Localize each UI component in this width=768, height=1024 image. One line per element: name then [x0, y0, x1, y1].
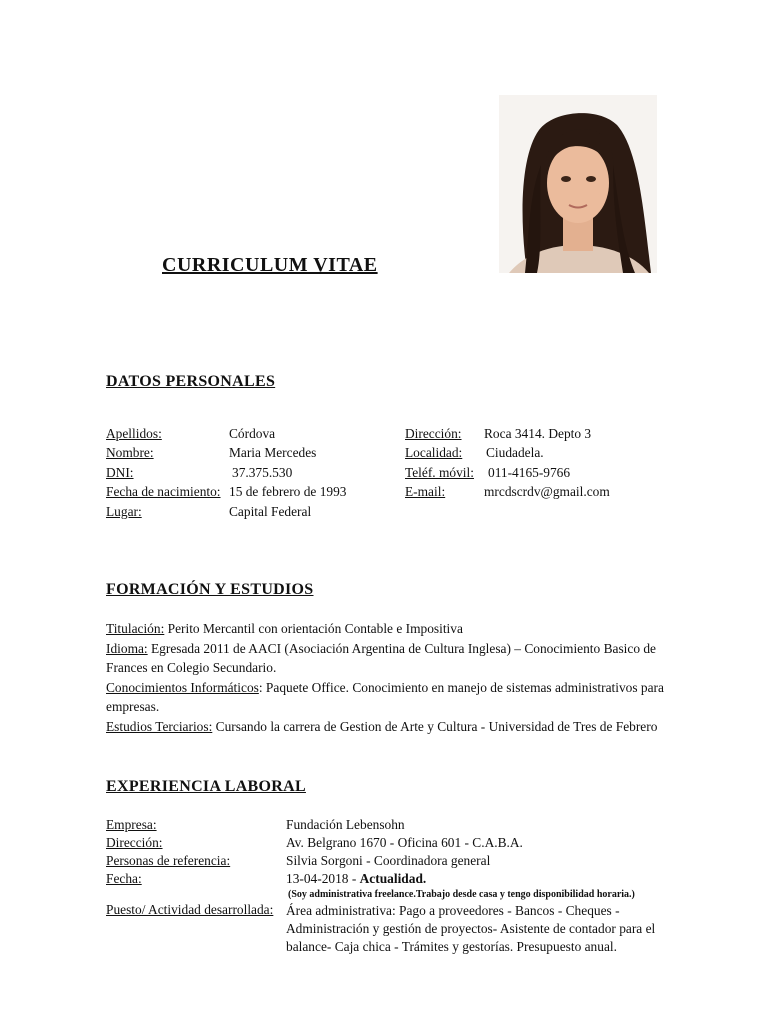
field-value: Córdova — [229, 426, 276, 441]
section-heading-personal: DATOS PERSONALES — [106, 373, 276, 390]
field-label: Teléf. móvil: — [405, 465, 474, 480]
education-item — [106, 639, 666, 678]
section-heading-education: FORMACIÓN Y ESTUDIOS — [106, 581, 314, 598]
date-range: 13-04-2018 - — [286, 871, 360, 886]
field-label: Dirección: — [405, 426, 462, 441]
education-item — [106, 619, 666, 639]
field-label: Nombre: — [106, 445, 154, 460]
field-label: Fecha de nacimiento: — [106, 484, 221, 499]
page-title: CURRICULUM VITAE — [162, 254, 378, 276]
portrait-illustration — [499, 95, 657, 273]
field-value: Roca 3414. Depto 3 — [484, 426, 592, 441]
job-description: Área administrativa: Pago a proveedores - Bancos - Cheques - Administración y gestión de proyectos- Asistente de contador para el balance- Caja chica - Trámites y gestorías. Presupuesto anual. — [286, 903, 656, 954]
field-label: Personas de referencia: — [106, 853, 231, 868]
education-item — [106, 678, 666, 717]
education-label: Conocimientos Informáticos — [106, 679, 259, 695]
field-value: Capital Federal — [229, 504, 312, 519]
field-label: Empresa: — [106, 817, 157, 832]
field-label: Localidad: — [405, 445, 463, 460]
field-value — [286, 871, 426, 887]
profile-photo — [499, 95, 657, 273]
field-label: Dirección: — [106, 835, 163, 850]
date-current: Actualidad. — [359, 871, 427, 886]
education-text: : Paquete Office. Conocimiento en manejo de sistemas administrativos para empresas. — [106, 679, 664, 714]
availability-note: (Soy administrativa freelance.Trabajo desde casa y tengo disponibilidad horaria.) — [288, 889, 635, 900]
field-value: Fundación Lebensohn — [286, 817, 405, 832]
field-label: E-mail: — [405, 484, 446, 499]
education-list — [106, 619, 666, 736]
field-value: Silvia Sorgoni - Coordinadora general — [286, 853, 491, 868]
field-label: Apellidos: — [106, 426, 162, 441]
field-value: 15 de febrero de 1993 — [229, 484, 347, 499]
education-label: Idioma: — [106, 640, 148, 656]
email-value: mrcdscrdv@gmail.com — [484, 484, 610, 499]
field-label: Lugar: — [106, 504, 142, 519]
field-value: 011-4165-9766 — [488, 465, 571, 480]
education-item — [106, 717, 666, 737]
field-value: Maria Mercedes — [229, 445, 317, 460]
education-label: Titulación: — [106, 621, 165, 636]
field-label: DNI: — [106, 465, 134, 480]
field-value: 37.375.530 — [232, 465, 293, 480]
education-text: Perito Mercantil con orientación Contable e Impositiva — [164, 621, 463, 636]
section-heading-experience: EXPERIENCIA LABORAL — [106, 778, 306, 795]
education-text: Cursando la carrera de Gestion de Arte y Cultura - Universidad de Tres de Febrero — [212, 718, 658, 734]
field-label: Fecha: — [106, 871, 142, 886]
education-text: Egresada 2011 de AACI (Asociación Argentina de Cultura Inglesa) – Conocimiento Basico de Frances en Colegio Secundario. — [106, 640, 657, 675]
field-value: Av. Belgrano 1670 - Oficina 601 - C.A.B.A. — [286, 835, 523, 850]
field-label: Puesto/ Actividad desarrollada: — [106, 902, 274, 917]
education-label: Estudios Terciarios: — [106, 718, 213, 734]
field-value: Ciudadela. — [486, 445, 544, 460]
